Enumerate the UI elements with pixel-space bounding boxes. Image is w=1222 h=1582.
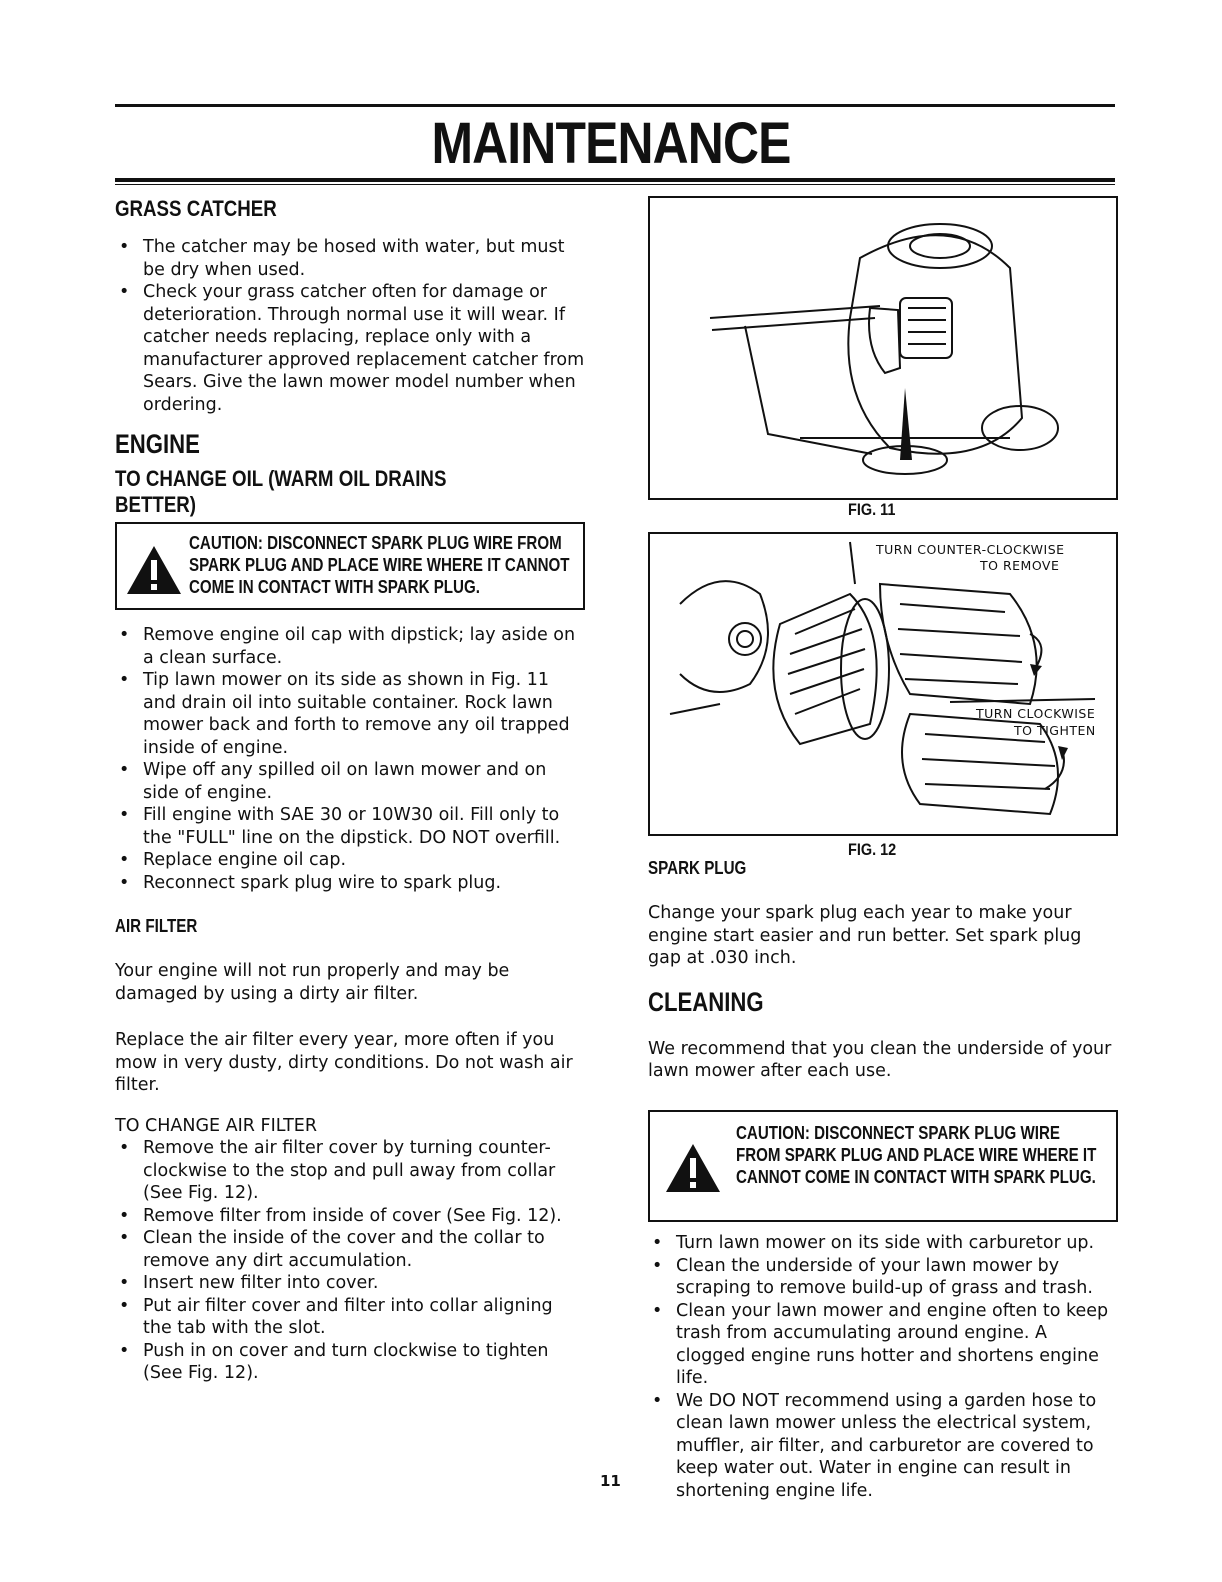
cleaning-heading: CLEANING — [648, 986, 764, 1017]
warning-triangle-icon — [125, 544, 183, 596]
change-air-filter-list — [115, 1137, 585, 1385]
list-item: • Push in on cover and turn clockwise to tighten (See Fig. 12). — [115, 1340, 585, 1385]
callout-tighten-line1: TURN CLOCKWISE — [976, 706, 1096, 721]
caution-box-cleaning — [648, 1110, 1118, 1222]
list-item: • Check your grass catcher often for damage or deterioration. Through normal use it will wear. If catcher needs replacing, replace only with a manufacturer approved replacement catcher from Sears. Give the lawn mower model number when ordering. — [115, 281, 585, 416]
left-column — [115, 196, 585, 518]
list-item: • Put air filter cover and filter into collar aligning the tab with the slot. — [115, 1295, 585, 1340]
list-item: • Insert new filter into cover. — [115, 1272, 585, 1295]
list-item: • The catcher may be hosed with water, but must be dry when used. — [115, 236, 585, 281]
list-item: • Remove the air filter cover by turning counter-clockwise to the stop and pull away from collar (See Fig. 12). — [115, 1137, 585, 1205]
list-item: • Clean the inside of the cover and the collar to remove any dirt accumulation. — [115, 1227, 585, 1272]
warning-triangle-icon — [664, 1142, 722, 1194]
title-underline-thin — [115, 184, 1115, 185]
list-item: • Fill engine with SAE 30 or 10W30 oil. Fill only to the "FULL" line on the dipstick. DO NOT overfill. — [115, 804, 585, 849]
figure-12-label: FIG. 12 — [848, 840, 897, 859]
cleaning-column — [648, 1232, 1118, 1502]
top-rule — [115, 104, 1115, 107]
change-oil-heading: TO CHANGE OIL (WARM OIL DRAINS BETTER) — [115, 466, 447, 517]
lawn-mower-tipped-illustration — [650, 198, 1116, 498]
list-item: • Tip lawn mower on its side as shown in Fig. 11 and drain oil into suitable container. Rock lawn mower back and forth to remove any oil trapped inside of engine. — [115, 669, 585, 759]
spark-plug-text: Change your spark plug each year to make your engine start easier and run better. Set spark plug gap at .030 inch. — [648, 903, 1082, 968]
list-item: • Turn lawn mower on its side with carburetor up. — [648, 1232, 1118, 1255]
list-item: • We DO NOT recommend using a garden hose to clean lawn mower unless the electrical system, muffler, air filter, and carburetor are covered to keep water out. Water in engine can result in shortening engine life. — [648, 1390, 1118, 1503]
caution-text: CAUTION: DISCONNECT SPARK PLUG WIRE FROM SPARK PLUG AND PLACE WIRE WHERE IT CANNOT COME IN CONTACT WITH SPARK PLUG. — [736, 1123, 1097, 1187]
list-item: • Reconnect spark plug wire to spark plug. — [115, 872, 585, 895]
cleaning-intro: We recommend that you clean the underside of your lawn mower after each use. — [648, 1038, 1112, 1081]
caution-box-engine — [115, 522, 585, 610]
caution-text: CAUTION: DISCONNECT SPARK PLUG WIRE FROM SPARK PLUG AND PLACE WIRE WHERE IT CANNOT COME IN CONTACT WITH SPARK PLUG. — [189, 533, 570, 597]
figure-11 — [648, 196, 1118, 500]
change-air-filter-heading: TO CHANGE AIR FILTER — [115, 1115, 317, 1136]
callout-tighten-line2: TO TIGHTEN — [1014, 723, 1096, 738]
air-filter-para1: Your engine will not run properly and may be damaged by using a dirty air filter. — [115, 961, 510, 1004]
air-filter-heading: AIR FILTER — [115, 915, 198, 936]
list-item: • Replace engine oil cap. — [115, 849, 585, 872]
page-number: 11 — [600, 1472, 621, 1490]
page-title: MAINTENANCE — [431, 111, 791, 176]
list-item: • Wipe off any spilled oil on lawn mower and on side of engine. — [115, 759, 585, 804]
list-item: • Remove filter from inside of cover (See Fig. 12). — [115, 1205, 585, 1228]
list-item: • Remove engine oil cap with dipstick; lay aside on a clean surface. — [115, 624, 585, 669]
left-column-oil — [115, 624, 585, 1385]
right-column — [648, 856, 1114, 1083]
list-item: • Clean the underside of your lawn mower by scraping to remove build-up of grass and trash. — [648, 1255, 1118, 1300]
spark-plug-heading: SPARK PLUG — [648, 857, 747, 878]
engine-heading: ENGINE — [115, 429, 200, 459]
grass-catcher-heading: GRASS CATCHER — [115, 196, 277, 221]
change-oil-list — [115, 624, 585, 894]
air-filter-illustration — [650, 534, 1116, 834]
title-underline — [115, 178, 1115, 182]
figure-12 — [648, 532, 1118, 836]
callout-remove-line1: TURN COUNTER-CLOCKWISE — [876, 542, 1065, 557]
list-item: • Clean your lawn mower and engine often to keep trash from accumulating around engine. A clogged engine runs hotter and shortens engine life. — [648, 1300, 1118, 1390]
cleaning-list — [648, 1232, 1118, 1502]
grass-catcher-list — [115, 236, 585, 416]
callout-remove-line2: TO REMOVE — [980, 558, 1060, 573]
air-filter-para2: Replace the air filter every year, more often if you mow in very dusty, dirty conditions. Do not wash air filter. — [115, 1030, 573, 1095]
figure-11-label: FIG. 11 — [848, 500, 896, 519]
